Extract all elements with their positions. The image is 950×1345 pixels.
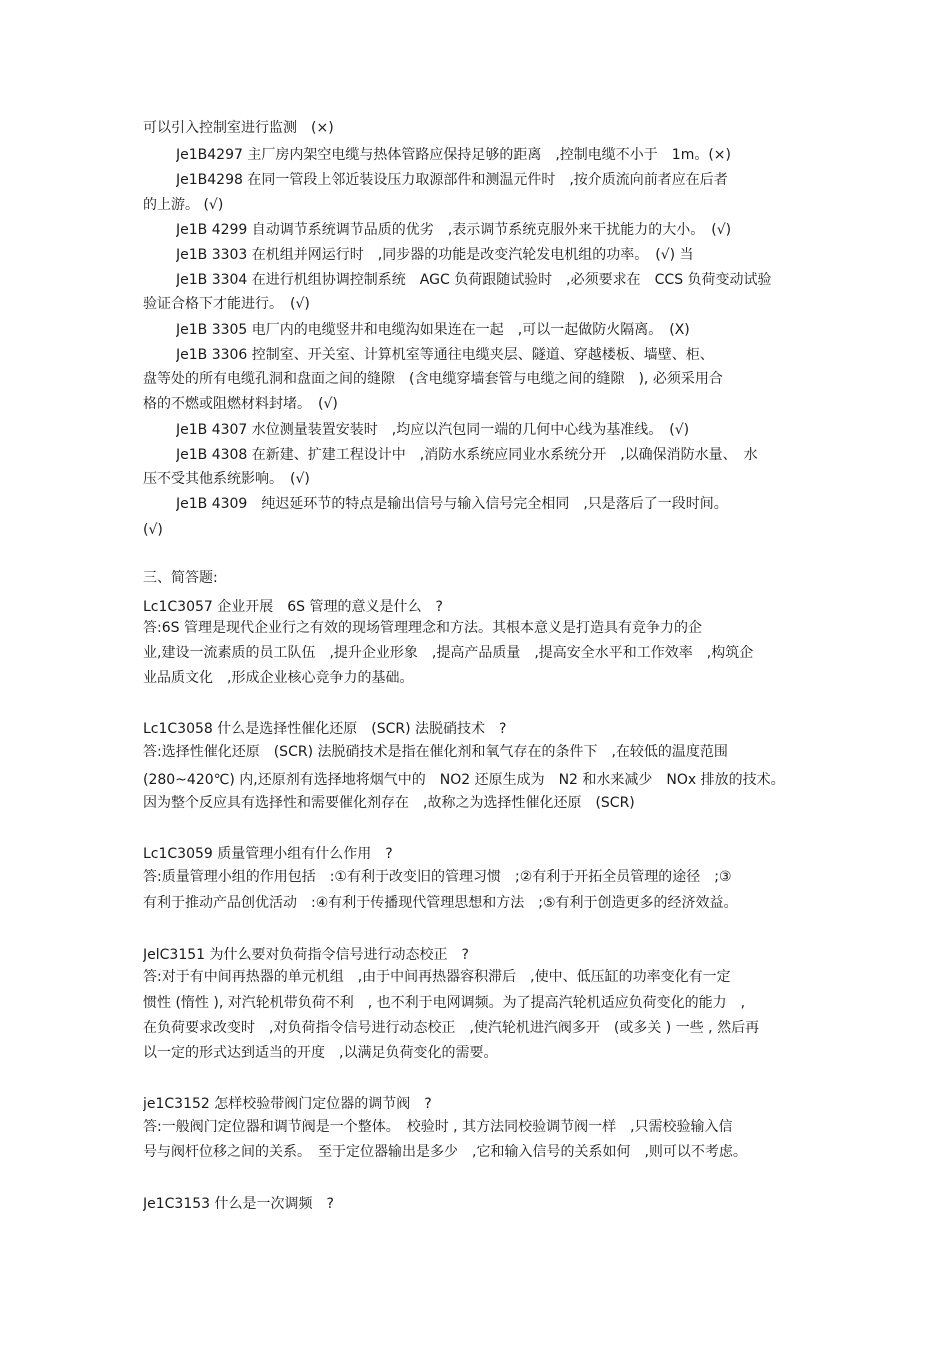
- answer-line: 业,建设一流素质的员工队伍 ,提升企业形象 ,提高产品质量 ,提高安全水平和工作效率 ,构筑企: [143, 645, 754, 661]
- tf-line: Je1B 3306 控制室、开关室、计算机室等通往电缆夹层、隧道、穿越楼板、墙壁、柜、: [176, 347, 714, 363]
- tf-line: Je1B 3305 电厂内的电缆竖井和电缆沟如果连在一起 ,可以一起做防火隔离。 (X): [176, 322, 690, 338]
- question: Lc1C3058 什么是选择性催化还原 (SCR) 法脱硝技术 ?: [143, 721, 507, 737]
- tf-line: 格的不燃或阻燃材料封堵。 (√): [143, 396, 338, 412]
- tf-line: 验证合格下才能进行。 (√): [143, 296, 310, 312]
- tf-line: 压不受其他系统影响。 (√): [143, 471, 310, 487]
- answer-line: 以一定的形式达到适当的开度 ,以满足负荷变化的需要。: [143, 1045, 498, 1061]
- tf-line: Je1B4298 在同一管段上邻近装设压力取源部件和测温元件时 ,按介质流向前者应在后者: [176, 172, 728, 188]
- tf-line: Je1B4297 主厂房内架空电缆与热体管路应保持足够的距离 ,控制电缆不小于 1m。(×): [176, 147, 731, 163]
- question: je1C3152 怎样校验带阀门定位器的调节阀 ?: [143, 1096, 432, 1112]
- tf-line: Je1B 3304 在进行机组协调控制系统 AGC 负荷跟随试验时 ,必须要求在 CCS 负荷变动试验: [176, 272, 772, 288]
- answer-line: 答:一般阀门定位器和调节阀是一个整体。 校验时 , 其方法同校验调节阀一样 ,只需校验输入信: [143, 1119, 733, 1135]
- answer-line: 答:选择性催化还原 (SCR) 法脱硝技术是指在催化剂和氧气存在的条件下 ,在较低的温度范围: [143, 744, 728, 760]
- answer-line: 在负荷要求改变时 ,对负荷指令信号进行动态校正 ,使汽轮机进汽阀多开 (或多关 ) 一些 , 然后再: [143, 1020, 760, 1036]
- answer-line: 业品质文化 ,形成企业核心竞争力的基础。: [143, 670, 414, 686]
- answer-line: (280~420℃) 内,还原剂有选择地将烟气中的 NO2 还原生成为 N2 和水来减少 NOx 排放的技术。: [143, 772, 785, 788]
- question: Lc1C3059 质量管理小组有什么作用 ?: [143, 846, 393, 862]
- answer-line: 惯性 (惰性 ), 对汽轮机带负荷不利 , 也不利于电网调频。为了提高汽轮机适应负荷变化的能力 ,: [143, 995, 746, 1011]
- question: JelC3151 为什么要对负荷指令信号进行动态校正 ?: [143, 947, 469, 963]
- tf-line: Je1B 4307 水位测量装置安装时 ,均应以汽包同一端的几何中心线为基准线。 (√): [176, 422, 690, 438]
- tf-line: Je1B 4309 纯迟延环节的特点是输出信号与输入信号完全相同 ,只是落后了一段时间。: [176, 496, 728, 512]
- question: Je1C3153 什么是一次调频 ?: [143, 1196, 334, 1212]
- answer-line: 号与阀杆位移之间的关系。 至于定位器输出是多少 ,它和输入信号的关系如何 ,则可以不考虑。: [143, 1144, 747, 1160]
- tf-line: 的上游。 (√): [143, 197, 224, 213]
- answer-line: 答:对于有中间再热器的单元机组 ,由于中间再热器容积滞后 ,使中、低压缸的功率变化有一定: [143, 969, 731, 985]
- tf-line: 盘等处的所有电缆孔洞和盘面之间的缝隙 (含电缆穿墙套管与电缆之间的缝隙 ), 必须采用合: [143, 371, 723, 387]
- tf-line: Je1B 4299 自动调节系统调节品质的优劣 ,表示调节系统克服外来干扰能力的大小。 (√): [176, 222, 732, 238]
- answer-line: 答:6S 管理是现代企业行之有效的现场管理理念和方法。其根本意义是打造具有竞争力的企: [143, 620, 702, 636]
- section-title: 三、简答题:: [143, 570, 218, 586]
- answer-line: 有利于推动产品创优活动 :④有利于传播现代管理思想和方法 ;⑤有利于创造更多的经济效益。: [143, 895, 738, 911]
- tf-line: Je1B 4308 在新建、扩建工程设计中 ,消防水系统应同业水系统分开 ,以确保消防水量、 水: [176, 447, 758, 463]
- tf-line: 可以引入控制室进行监测 (×): [143, 120, 334, 136]
- tf-line: (√): [143, 522, 163, 538]
- answer-line: 因为整个反应具有选择性和需要催化剂存在 ,故称之为选择性催化还原 (SCR): [143, 795, 635, 811]
- tf-line: Je1B 3303 在机组并网运行时 ,同步器的功能是改变汽轮发电机组的功率。 (√) 当: [176, 247, 694, 263]
- answer-line: 答:质量管理小组的作用包括 :①有利于改变旧的管理习惯 ;②有利于开拓全员管理的途径 ;③: [143, 869, 732, 885]
- question: Lc1C3057 企业开展 6S 管理的意义是什么 ?: [143, 599, 443, 615]
